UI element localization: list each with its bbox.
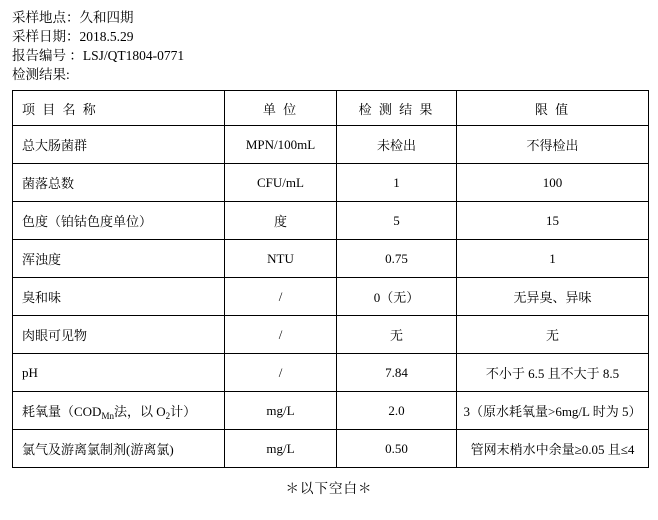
column-header-result: 检 测 结 果	[337, 91, 457, 126]
table-row	[13, 202, 649, 240]
table-row	[13, 240, 649, 278]
report-number-line: 报告编号 ：LSJ/QT1804-0771	[12, 48, 185, 63]
table-header-row	[13, 91, 649, 126]
sampling-location-line: 采样地点：久和四期	[12, 10, 134, 25]
cell-unit: /	[225, 354, 337, 392]
table-row	[13, 430, 649, 468]
cell-result: 7.84	[337, 354, 457, 392]
cell-unit: NTU	[225, 240, 337, 278]
cell-result: 未检出	[337, 126, 457, 164]
cell-limit: 管网末梢水中余量≥0.05 且≤4	[457, 430, 649, 468]
cell-limit: 无	[457, 316, 649, 354]
cell-item-name-suffix: 计）	[170, 404, 197, 419]
cell-result: 0.75	[337, 240, 457, 278]
cell-result: 5	[337, 202, 457, 240]
cell-item-name: 臭和味	[13, 278, 225, 316]
cell-item-name: 浑浊度	[13, 240, 225, 278]
results-label-line: 检测结果:	[12, 67, 70, 82]
cell-limit: 不得检出	[457, 126, 649, 164]
cell-result: 2.0	[337, 392, 457, 430]
cell-item-name: 肉眼可见物	[13, 316, 225, 354]
cell-item-name: 色度（铂钴色度单位）	[13, 202, 225, 240]
cell-item-name: pH	[13, 354, 225, 392]
cell-unit: CFU/mL	[225, 164, 337, 202]
cell-result: 无	[337, 316, 457, 354]
cell-limit: 无异臭、异味	[457, 278, 649, 316]
cell-unit: /	[225, 316, 337, 354]
cell-limit: 3（原水耗氧量>6mg/L 时为 5）	[457, 392, 649, 430]
column-header-item-name: 项 目 名 称	[13, 91, 225, 126]
cell-item-name-subscript-mn: Mn	[101, 411, 114, 421]
cell-result: 1	[337, 164, 457, 202]
sampling-date-line: 采样日期：2018.5.29	[12, 29, 134, 44]
column-header-limit: 限 值	[457, 91, 649, 126]
cell-unit: mg/L	[225, 392, 337, 430]
table-row	[13, 278, 649, 316]
cell-item-name	[13, 392, 225, 430]
cell-unit: /	[225, 278, 337, 316]
cell-item-name-subscript-two: 2	[165, 411, 171, 421]
cell-result: 0.50	[337, 430, 457, 468]
cell-limit: 15	[457, 202, 649, 240]
cell-unit: mg/L	[225, 430, 337, 468]
report-header	[12, 8, 648, 84]
table-head	[13, 91, 649, 126]
table-row	[13, 164, 649, 202]
cell-item-name-prefix: 耗氧量（COD	[22, 404, 102, 419]
table-row	[13, 354, 649, 392]
cell-item-name: 氯气及游离氯制剂(游离氯)	[13, 430, 225, 468]
cell-limit: 1	[457, 240, 649, 278]
cell-item-name: 总大肠菌群	[13, 126, 225, 164]
table-row	[13, 126, 649, 164]
cell-item-name: 菌落总数	[13, 164, 225, 202]
table-row	[13, 316, 649, 354]
cell-limit: 100	[457, 164, 649, 202]
cell-limit: 不小于 6.5 且不大于 8.5	[457, 354, 649, 392]
table-row	[13, 392, 649, 430]
cell-item-name-middle: 法，以 O	[113, 404, 166, 419]
cell-unit: 度	[225, 202, 337, 240]
test-results-table	[12, 90, 649, 468]
cell-unit: MPN/100mL	[225, 126, 337, 164]
end-of-content-note: ＊以下空白＊	[285, 481, 373, 496]
cell-result: 0（无）	[337, 278, 457, 316]
table-body	[13, 126, 649, 468]
column-header-unit: 单 位	[225, 91, 337, 126]
